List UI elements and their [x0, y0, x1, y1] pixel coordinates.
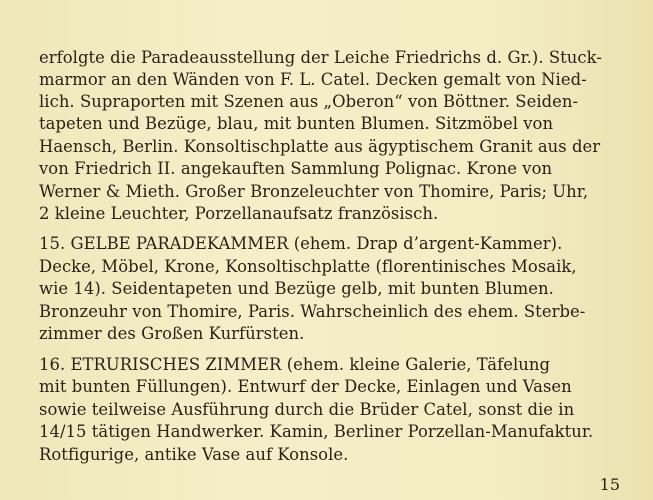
text-line: 2 kleine Leuchter, Porzellanaufsatz französisch. [39, 204, 439, 223]
text-line: sowie teilweise Ausführung durch die Brüder Catel, sonst die in [39, 400, 575, 419]
text-line: 14/15 tätigen Handwerker. Kamin, Berliner Porzellan-Manufaktur. [39, 422, 594, 441]
page-number: 15 [599, 475, 620, 494]
text-line: tapeten und Bezüge, blau, mit bunten Blumen. Sitzmöbel von [39, 114, 554, 133]
section-heading-line: 15. GELBE PARADEKAMMER (ehem. Drap d’argent-Kammer). [39, 234, 563, 253]
text-line: von Friedrich II. angekauften Sammlung Polignac. Krone von [39, 159, 553, 178]
text-line: zimmer des Großen Kurfürsten. [39, 324, 305, 343]
text-line: erfolgte die Paradeausstellung der Leiche Friedrichs d. Gr.). Stuck- [39, 48, 602, 67]
text-line: wie 14). Seidentapeten und Bezüge gelb, mit bunten Blumen. [39, 279, 554, 298]
text-line: Rotfigurige, antike Vase auf Konsole. [39, 445, 349, 464]
text-line: lich. Supraporten mit Szenen aus „Oberon“ von Böttner. Seiden- [39, 92, 579, 111]
text-line: Werner & Mieth. Großer Bronzeleuchter von Thomire, Paris; Uhr, [39, 182, 589, 201]
section-heading-line: 16. ETRURISCHES ZIMMER (ehem. kleine Galerie, Täfelung [39, 355, 551, 374]
text-line: Haensch, Berlin. Konsoltischplatte aus ägyptischem Granit aus der [39, 137, 601, 156]
text-line: Bronzeuhr von Thomire, Paris. Wahrscheinlich des ehem. Sterbe- [39, 302, 586, 321]
text-line: marmor an den Wänden von F. L. Catel. Decken gemalt von Nied- [39, 70, 587, 89]
text-line: mit bunten Füllungen). Entwurf der Decke, Einlagen und Vasen [39, 377, 572, 396]
text-line: Decke, Möbel, Krone, Konsoltischplatte (florentinisches Mosaik, [39, 257, 577, 276]
